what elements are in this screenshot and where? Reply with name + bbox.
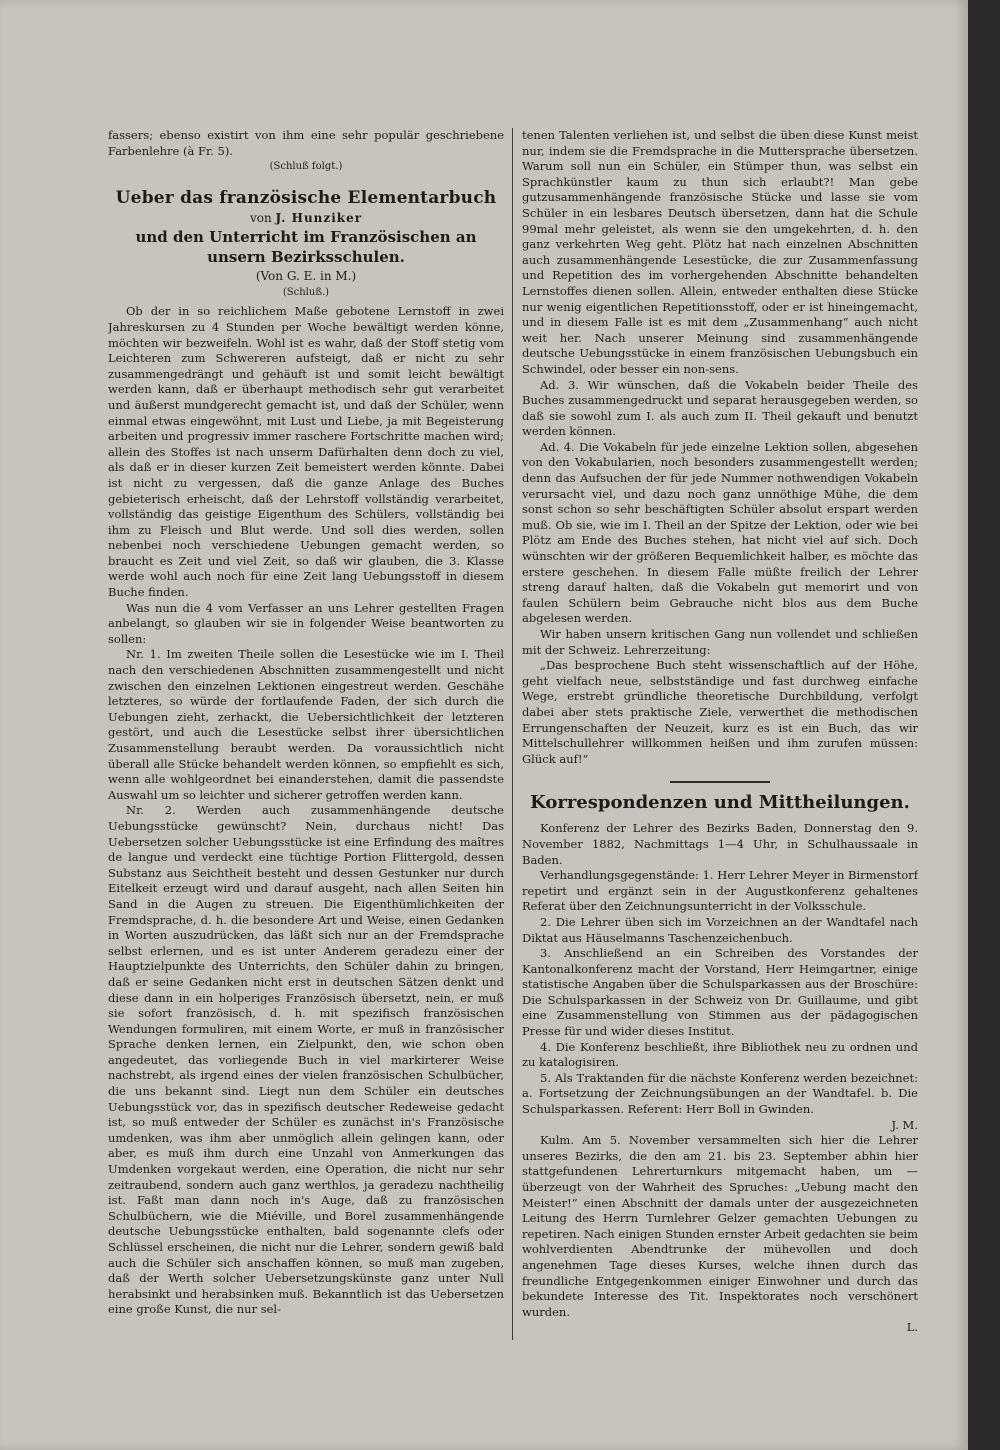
news-item-6-signature: J. M. (891, 1117, 918, 1132)
intro-paragraph: fassers; ebenso existirt von ihm eine sehr populär geschriebene Farbenlehre (à Fr. 5). (108, 128, 504, 158)
section-separator (670, 781, 770, 783)
article-paragraph-8: Wir haben unsern kritischen Gang nun vollendet und schließen mit der Schweiz. Lehrerzeitung: (522, 627, 918, 657)
article-title: Ueber das französische Elementarbuch (115, 187, 497, 208)
news-item-3: 2. Die Lehrer üben sich im Vorzeichnen an der Wandtafel nach Diktat aus Häuselmanns Taschenzeichenbuch. (522, 914, 918, 945)
news-item-4: 3. Anschließend an ein Schreiben des Vorstandes der Kantonalkonferenz macht der Vorstand, Herr Heimgartner, einige statistische Angaben über die Schulsparkassen aus der Broschüre: Die Schulsparkassen in der Schweiz von Dr. Guillaume, und gibt eine Zusammenstellung von Stimmen aus der pädagogischen Presse für und wider dieses Institut. (522, 946, 918, 1039)
news-item-2: Verhandlungsgegenstände: 1. Herr Lehrer Meyer in Birmenstorf repetirt und ergänzt sein in der Augustkonferenz gehaltenes Referat über den Zeichnungsunterricht in der Volksschule. (522, 868, 918, 914)
article-paragraph-5: tenen Talenten verliehen ist, und selbst die üben diese Kunst meist nur, indem sie die Fremdsprache in die Muttersprache übersetzen. Warum soll nun ein Schüler, ein Stümper thun, was selbst ein Sprachkünstler kaum zu thun sich erlaubt?! Man gebe gutzusammenhängende französische Stücke und lasse sie vom Schüler in ein lesbares Deutsch übersetzen, dann hat die Schule 99mal mehr geleistet, als wenn sie den umgekehrten, d. h. den ganz verkehrten Weg geht. Plötz hat nach einzelnen Abschnitten auch zusammenhängende Lesestücke, die zur Zusammenfassung und Repetition des im vorhergehenden Abschnitte behandelten Lernstoffes dienen sollen. Allein, entweder enthalten diese Stücke nur wenig eigentlichen Repetitionsstoff, oder er ist hineingemacht, und in diesem Falle ist es mit dem „Zusammenhang“ auch nicht weit her. Nach unserer Meinung sind zusammenhängende deutsche Uebungsstücke in einem französischen Uebungsbuch ein Schwindel, oder besser ein non-sens. (522, 128, 918, 376)
article-subtitle: und den Unterricht im Französischen an unsern Bezirksschulen. (135, 227, 477, 266)
news-item-7-signature: L. (906, 1320, 918, 1335)
column-divider (512, 128, 513, 1340)
article-author-line (108, 209, 504, 227)
article-paragraph-4: Nr. 2. Werden auch zusammenhängende deutsche Uebungsstücke gewünscht? Nein, durchaus nicht! Das Uebersetzen solcher Uebungsstücke ist eine Erfindung des maîtres de langue und verdeckt eine tüchtige Portion Flittergold, dessen Substanz aus Seichtheit besteht und dessen Gestunker nur durch Eitelkeit erzeugt wird und darauf ausgeht, nach allen Seiten hin Sand in die Augen zu streuen. Die Eigenthümlichkeiten der Fremdsprache, d. h. die besondere Art und Weise, einen Gedanken in Worten auszudrücken, das läßt sich nur an der Fremdsprache selbst erlernen, und es ist unter Anderem geradezu einer der Hauptzielpunkte des Unterrichts, den Schüler dahin zu bringen, daß er seine Gedanken nicht erst in deutschen Sätzen denkt und diese dann in ein holperiges Französisch übersetzt, nein, er muß sie sofort französisch, d. h. mit spezifisch französischen Wendungen formuliren, mit einem Worte, er muß in französischer Sprache denken lernen, ein Zielpunkt, den, wie schon oben angedeutet, das vorliegende Buch in viel markirterer Weise nachstrebt, als irgend eines der vielen französischen Schulbücher, die uns bekannt sind. Liegt nun dem Schüler ein deutsches Uebungsstück vor, das in spezifisch deutscher Redeweise gedacht ist, so muß entweder der Schüler es zunächst in's Französische umdenken, was ihm aber unmöglich allein gelingen kann, oder aber, es muß ihm durch eine Unzahl von Anmerkungen das Umdenken vorgekaut werden, eine Operation, die nicht nur sehr zeitraubend, sondern auch ganz werthlos, ja geradezu nachtheilig ist. Faßt man dann noch in's Auge, daß zu französischen Schulbüchern, wie die Miéville, und Borel zusammenhängende deutsche Uebungsstücke enthalten, bald sogenannte clefs oder Schlüssel erscheinen, die nicht nur die Lehrer, sondern gewiß bald auch die Schüler sich anschaffen können, so muß man zugeben, daß der Werth solcher Uebersetzungskünste ganz unter Null herabsinkt und herabsinken muß. Bekanntlich ist das Uebersetzen eine große Kunst, die nur sel- (108, 803, 504, 1317)
news-item-7: Kulm. Am 5. November versammelten sich hier die Lehrer unseres Bezirks, die den am 21. bis 23. September abhin hier stattgefundenen Lehrerturnkurs mitgemacht haben, um — überzeugt von der Wahrheit des Spruches: „Uebung macht den Meister!“ einen Abschnitt der damals unter der ausgezeichneten Leitung des Herrn Turnlehrer Gelzer gemachten Uebungen zu repetiren. Nach einigen Stunden ernster Arbeit gedachten sie beim wohlverdienten Abendtrunke der mühevollen und doch angenehmen Tage dieses Kurses, welche ihnen durch das freundliche Entgegenkommen einiger Einwohner und durch das bekundete Interesse des Tit. Inspektorates noch verschönert wurden. (522, 1133, 918, 1319)
article-paragraph-1: Ob der in so reichlichem Maße gebotene Lernstoff in zwei Jahreskursen zu 4 Stunden per Woche bewältigt werden könne, möchten wir bezweifeln. Wohl ist es wahr, daß der Stoff stetig vom Leichteren zum Schwereren aufsteigt, daß er nicht zu sehr zusammengedrängt und gehäuft ist und somit leicht bewältigt werden kann, daß er überhaupt methodisch sehr gut verarbeitet und äußerst mundgerecht gemacht ist, und daß der Schüler, wenn einmal etwas eingewöhnt, mit Lust und Liebe, ja mit Begeisterung arbeiten und progressiv immer raschere Fortschritte machen wird; allein des Stoffes ist nach unserm Dafürhalten denn doch zu viel, als daß er in dieser kurzen Zeit bemeistert werden könnte. Dabei ist nicht zu vergessen, daß die ganze Anlage des Buches gebieterisch erheischt, daß der Lehrstoff vollständig verarbeitet, vollständig das geistige Eigenthum des Schülers, vollständig bei ihm zu Fleisch und Blut werde. Und soll dies werden, sollen nebenbei noch verschiedene Uebungen gemacht werden, so braucht es Zeit und viel Zeit, so daß wir glauben, die 3. Klasse werde wohl auch noch für eine Zeit lang Uebungsstoff in diesem Buche finden. (108, 304, 504, 600)
von-label: von (249, 210, 272, 225)
right-column (522, 128, 918, 1340)
article-byline: (Von G. E. in M.) (255, 268, 357, 283)
article-paragraph-7: Ad. 4. Die Vokabeln für jede einzelne Lektion sollen, abgesehen von den Vokabularien, noch besonders zusammengestellt werden; denn das Aufsuchen der für jede Nummer nothwendigen Vokabeln verursacht viel, und dazu noch ganz unnöthige Mühe, die dem sonst schon so sehr beschäftigten Schüler absolut erspart werden muß. Ob sie, wie im I. Theil an der Spitze der Lektion, oder wie bei Plötz am Ende des Buches stehen, hat nicht viel auf sich. Doch wünschten wir der größeren Bequemlichkeit halber, es möchte das erstere geschehen. In diesem Falle müßte freilich der Lehrer streng darauf halten, daß die Vokabeln gut memorirt und von faulen Schülern beim Gebrauche nicht blos aus dem Buche abgelesen werden. (522, 439, 918, 626)
news-item-5: 4. Die Konferenz beschließt, ihre Bibliothek neu zu ordnen und zu katalogisiren. (522, 1039, 918, 1070)
article-paragraph-2: Was nun die 4 vom Verfasser an uns Lehrer gestellten Fragen anbelangt, so glauben wir sie in folgender Weise beantworten zu sollen: (108, 600, 504, 646)
news-item-1: Konferenz der Lehrer des Bezirks Baden, Donnerstag den 9. November 1882, Nachmittags 1—4 Uhr, in Schulhaussaale in Baden. (522, 821, 918, 867)
article-paragraph-3: Nr. 1. Im zweiten Theile sollen die Lesestücke wie im I. Theil nach den verschiedenen Abschnitten zusammengestellt und nicht zwischen den einzelnen Lektionen eingestreut werden. Geschähe letzteres, so würde der fortlaufende Faden, der sich durch die Uebungen zieht, zerhackt, die Uebersichtlichkeit der letzteren gestört, und auch die Lesestücke selbst ihrer übersichtlichen Zusammenstellung beraubt werden. Da voraussichtlich nicht überall alle Stücke behandelt werden können, so empfiehlt es sich, wenn alle wohlgeordnet bei einanderstehen, damit die passendste Auswahl um so leichter und sicherer getroffen werden kann. (108, 647, 504, 802)
article-author: J. Hunziker (275, 210, 363, 225)
left-column (108, 128, 504, 1340)
section-heading: Korrespondenzen und Mittheilungen. (530, 792, 910, 814)
text-area (108, 128, 918, 1340)
article-paragraph-6: Ad. 3. Wir wünschen, daß die Vokabeln beider Theile des Buches zusammengedruckt und separat herausgegeben werden, so daß sie sowohl zum I. als auch zum II. Theil gekauft und benutzt werden können. (522, 377, 918, 439)
article-quote: „Das besprochene Buch steht wissenschaftlich auf der Höhe, geht vielfach neue, selbstständige und fast durchweg einfache Wege, erstrebt gründliche theoretische Durchbildung, verfolgt dabei aber stets praktische Ziele, verwerthet die methodischen Errungenschaften der Neuzeit, kurz es ist ein Buch, das wir Mittelschullehrer willkommen heißen und ihm zurufen müssen: Glück auf!“ (522, 658, 918, 766)
news-item-6: 5. Als Traktanden für die nächste Konferenz werden bezeichnet: a. Fortsetzung der Zeichnungsübungen an der Wandtafel. b. Die Schulsparkassen. Referent: Herr Boll in Gwinden. (522, 1070, 918, 1117)
continued-note: (Schluß folgt.) (269, 161, 343, 173)
article-conclusion-note: (Schluß.) (282, 286, 330, 298)
